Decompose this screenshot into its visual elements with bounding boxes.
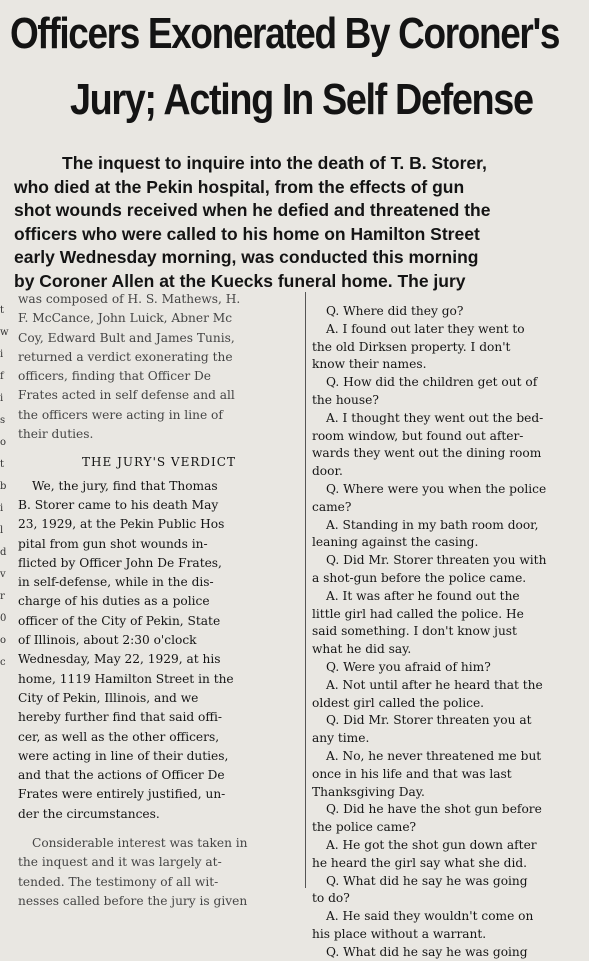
testimony-line: A. No, he never threatened me but xyxy=(326,748,542,763)
verdict-line: of Illinois, about 2:30 o'clock xyxy=(18,633,197,648)
testimony-line: Q. Did he have the shot gun before xyxy=(326,802,542,817)
testimony-line: A. He said they wouldn't come on xyxy=(326,909,534,924)
verdict-line: pital from gun shot wounds in- xyxy=(18,536,208,551)
testimony-line: room window, but found out after- xyxy=(312,428,524,443)
testimony-line: any time. xyxy=(312,731,370,746)
testimony-line: came? xyxy=(312,499,352,514)
testimony-line: A. Standing in my bath room door, xyxy=(326,517,539,532)
fragment-char: b xyxy=(0,481,7,492)
fragment-char: d xyxy=(0,547,7,558)
testimony-line: a shot-gun before the police came. xyxy=(312,570,527,585)
testimony-line: Q. What did he say he was going xyxy=(326,944,528,959)
fragment-char: c xyxy=(0,657,6,668)
closing-line: Considerable interest was taken in xyxy=(32,836,248,851)
testimony-line: the house? xyxy=(312,392,379,407)
lead-line: by Coroner Allen at the Kuecks funeral home. The jury xyxy=(14,270,466,291)
testimony-line: A. Not until after he heard that the xyxy=(326,677,543,692)
fragment-char: o xyxy=(0,635,7,646)
fragment-char: 0 xyxy=(0,613,7,624)
testimony-line: know their names. xyxy=(312,357,427,372)
testimony-line: what he did say. xyxy=(312,642,412,657)
verdict-heading: THE JURY'S VERDICT xyxy=(82,455,236,470)
testimony-line: Q. Where did they go? xyxy=(326,304,464,318)
lead-line: officers who were called to his home on Hamilton Street xyxy=(14,223,480,244)
fragment-char: i xyxy=(0,503,4,514)
fragment-char: s xyxy=(0,415,6,426)
fragment-char: o xyxy=(0,437,7,448)
intro-line: was composed of H. S. Mathews, H. xyxy=(18,292,241,306)
verdict-line: B. Storer came to his death May xyxy=(18,497,219,512)
fragment-char: r xyxy=(0,591,5,602)
testimony-line: A. I thought they went out the bed- xyxy=(326,410,544,425)
fragment-char: v xyxy=(0,569,6,580)
verdict-line: We, the jury, find that Thomas xyxy=(32,478,218,493)
closing-line: tended. The testimony of all wit- xyxy=(18,874,219,889)
intro-line: officers, finding that Officer De xyxy=(18,369,212,384)
verdict-line: and that the actions of Officer De xyxy=(18,768,225,783)
verdict-line: Wednesday, May 22, 1929, at his xyxy=(18,652,221,667)
column-divider xyxy=(305,292,306,888)
testimony-line: A. It was after he found out the xyxy=(326,588,520,603)
verdict-text xyxy=(18,477,300,824)
lead-line: The inquest to inquire into the death of T. B. Storer, xyxy=(62,153,487,173)
fragment-char: i xyxy=(0,393,4,404)
fragment-char: l xyxy=(0,525,4,536)
closing-line: nesses called before the jury is given xyxy=(18,893,248,908)
jury-intro xyxy=(18,290,300,444)
verdict-line: hereby further find that said offi- xyxy=(18,710,223,725)
testimony-line: to do? xyxy=(312,891,350,906)
lead-line: early Wednesday morning, was conducted this morning xyxy=(14,247,479,267)
testimony-line: leaning against the casing. xyxy=(312,535,479,550)
lead-line: who died at the Pekin hospital, from the effects of gun xyxy=(14,176,465,197)
right-column-testimony xyxy=(312,303,586,961)
headline xyxy=(0,0,589,148)
intro-line: returned a verdict exonerating the xyxy=(18,349,233,364)
testimony-line: Q. Did Mr. Storer threaten you at xyxy=(326,713,532,728)
intro-line: their duties. xyxy=(18,427,94,442)
testimony-line: little girl had called the police. He xyxy=(312,606,524,621)
testimony-line: Q. What did he say he was going xyxy=(326,873,528,888)
verdict-line: in self-defense, while in the dis- xyxy=(18,575,214,590)
headline-line-2: Jury; Acting In Self Defense xyxy=(70,75,533,124)
testimony-line: Thanksgiving Day. xyxy=(312,784,425,799)
testimony-line: Q. Where were you when the police xyxy=(326,481,547,496)
verdict-line: der the circumstances. xyxy=(18,806,160,821)
testimony-line: door. xyxy=(312,464,343,479)
verdict-line: officer of the City of Pekin, State xyxy=(18,613,221,628)
verdict-line: Frates were entirely justified, un- xyxy=(18,787,226,802)
lead-paragraph xyxy=(14,152,580,293)
fragment-char: f xyxy=(0,371,4,382)
intro-line: Frates acted in self defense and all xyxy=(18,388,235,403)
intro-line: the officers were acting in line of xyxy=(18,407,223,422)
adjacent-column-fragment xyxy=(0,300,9,888)
testimony-line: A. I found out later they went to xyxy=(326,321,525,336)
testimony-line: Q. How did the children get out of xyxy=(326,375,538,390)
verdict-line: cer, as well as the other officers, xyxy=(18,729,220,744)
testimony-line: his place without a warrant. xyxy=(312,926,487,941)
testimony-line: once in his life and that was last xyxy=(312,766,512,781)
testimony-line: he heard the girl say what she did. xyxy=(312,855,528,870)
fragment-char: t xyxy=(0,305,5,316)
testimony-line: the old Dirksen property. I don't xyxy=(312,339,511,354)
fragment-char: t xyxy=(0,459,5,470)
intro-line: Coy, Edward Bult and James Tunis, xyxy=(18,330,235,345)
testimony-line: A. He got the shot gun down after xyxy=(326,837,537,852)
verdict-line: 23, 1929, at the Pekin Public Hos xyxy=(18,517,225,532)
fragment-char: w xyxy=(0,327,9,338)
testimony-line: oldest girl called the police. xyxy=(312,695,485,710)
left-column xyxy=(18,290,300,911)
testimony-line: Q. Were you afraid of him? xyxy=(326,659,491,674)
testimony-line: said something. I don't know just xyxy=(312,624,517,639)
testimony-line: Q. Did Mr. Storer threaten you with xyxy=(326,553,547,568)
testimony-line: the police came? xyxy=(312,820,417,835)
lead-line: shot wounds received when he defied and threatened the xyxy=(14,200,491,220)
closing-line: the inquest and it was largely at- xyxy=(18,855,222,870)
verdict-line: home, 1119 Hamilton Street in the xyxy=(18,671,234,686)
testimony-line: wards they went out the dining room xyxy=(312,446,542,461)
headline-line-1: Officers Exonerated By Coroner's xyxy=(10,9,560,58)
closing-text xyxy=(18,834,300,911)
verdict-line: were acting in line of their duties, xyxy=(18,748,229,763)
verdict-line: charge of his duties as a police xyxy=(18,594,210,609)
verdict-line: City of Pekin, Illinois, and we xyxy=(18,690,199,705)
fragment-char: i xyxy=(0,349,4,360)
intro-line: F. McCance, John Luick, Abner Mc xyxy=(18,311,233,326)
verdict-line: flicted by Officer John De Frates, xyxy=(18,555,222,570)
